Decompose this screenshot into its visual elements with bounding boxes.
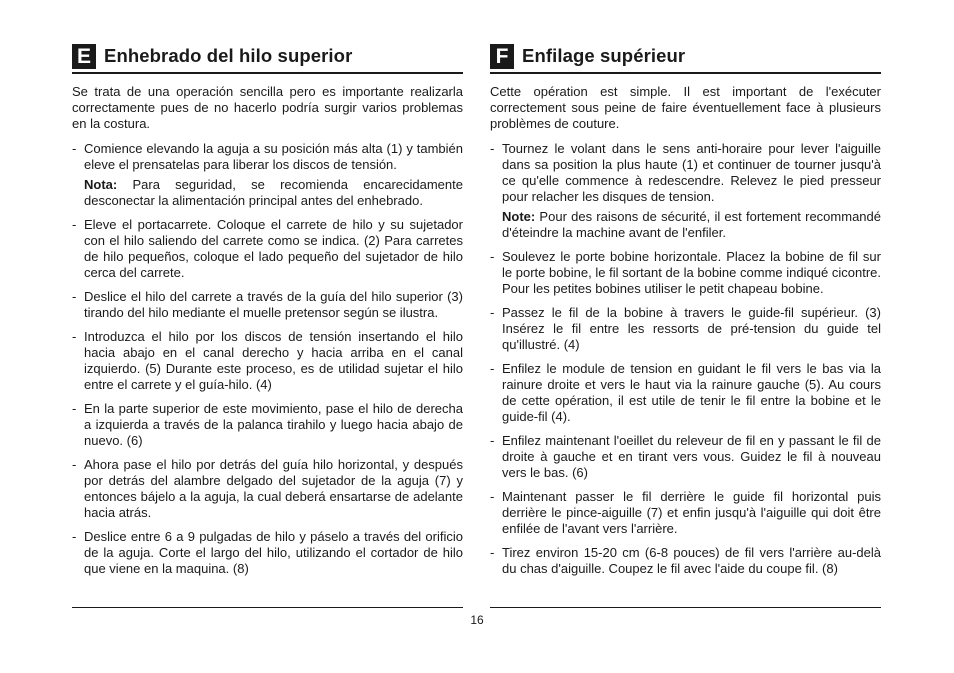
list-item-text: Tirez environ 15-20 cm (6-8 pouces) de fil vers l'arrière au-delà du chas d'aiguille. Coupez le fil avec l'aide du coupe fil. (8): [502, 545, 881, 576]
list-item: [490, 361, 881, 425]
safety-note: [84, 177, 463, 209]
section-title: Enhebrado del hilo superior: [104, 45, 353, 66]
list-item-text: Tournez le volant dans le sens anti-horaire pour lever l'aiguille dans sa position la plus haute (1) et continuer de tourner jusqu'à ce qu'elle commence à redescendre. Relevez le pied presseur pour relacher les disques de tension.: [502, 141, 881, 204]
note-text: Pour des raisons de sécurité, il est fortement recommandé d'éteindre la machine avant de l'enfiler.: [502, 209, 881, 240]
list-dash: -: [72, 217, 77, 232]
list-dash: -: [72, 289, 77, 304]
section-spanish: [72, 42, 463, 585]
list-item: [72, 329, 463, 393]
list-dash: -: [72, 141, 77, 156]
list-item: [72, 529, 463, 577]
list-item: [72, 457, 463, 521]
language-badge: E: [72, 44, 96, 69]
list-item: [72, 289, 463, 321]
note-text: Para seguridad, se recomienda encarecidamente desconectar la alimentación principal antes del enhebrado.: [84, 177, 463, 208]
list-item-text: Maintenant passer le fil derrière le guide fil horizontal puis derrière le pince-aiguille (7) et enfin jusqu'à l'aiguille qui doit être enfilée de l'avant vers l'arrière.: [502, 489, 881, 536]
section-title: Enfilage supérieur: [522, 45, 686, 66]
list-item: [490, 305, 881, 353]
header-rule: [72, 72, 463, 74]
note-label: Note:: [502, 209, 536, 224]
list-item-text: Enfilez maintenant l'oeillet du releveur de fil en y passant le fil de droite à gauche et en tirant vers vous. Guidez le fil à nouveau vers le bas. (6): [502, 433, 881, 480]
list-item-text: Introduzca el hilo por los discos de tensión insertando el hilo hacia abajo en el canal derecho y hacia arriba en el canal izquierdo. (5) Durante este proceso, es de utilidad sujetar el hilo entre el carrete y el guía-hilo. (4): [84, 329, 463, 392]
list-item: [72, 217, 463, 281]
note-label: Nota:: [84, 177, 118, 192]
list-item: [72, 141, 463, 209]
intro-paragraph: Se trata de una operación sencilla pero es importante realizarla correctamente pues de no hacerlo podría surgir varios problemas en la costura.: [72, 84, 463, 131]
list-item: [72, 401, 463, 449]
list-item-text: Deslice el hilo del carrete a través de la guía del hilo superior (3) tirando del hilo mediante el muelle pretensor según se ilustra.: [84, 289, 463, 320]
list-item: [490, 545, 881, 577]
section-header: [72, 42, 463, 70]
list-item-text: Deslice entre 6 a 9 pulgadas de hilo y páselo a través del orificio de la aguja. Corte el largo del hilo, utilizando el cortador de hilo que viene en la maquina. (8): [84, 529, 463, 576]
safety-note: [502, 209, 881, 241]
list-item-text: Eleve el portacarrete. Coloque el carrete de hilo y su sujetador con el hilo saliendo del carrete como se indica. (2) Para carretes de hilo pequeños, coloque el lado pequeño del sujetador de hilo cerca del carrete.: [84, 217, 463, 280]
section-header: [490, 42, 881, 70]
intro-paragraph: Cette opération est simple. Il est important de l'exécuter correctement sous peine de faire éventuellement face à plusieurs problèmes de couture.: [490, 84, 881, 131]
header-rule: [490, 72, 881, 74]
list-item: [490, 433, 881, 481]
list-item-text: En la parte superior de este movimiento, pase el hilo de derecha a izquierda a través de la palanca tirahilo y luego hacia abajo de nuevo. (6): [84, 401, 463, 448]
instruction-list: [490, 141, 881, 577]
list-item: [490, 489, 881, 537]
section-french: [490, 42, 881, 585]
list-dash: -: [490, 433, 495, 448]
list-dash: -: [72, 401, 77, 416]
list-item-text: Enfilez le module de tension en guidant le fil vers le bas via la rainure droite et vers le haut via la rainure gauche (5). Au cours de cette opération, il est utile de tenir le fil entre la bobine et le guide-fil (4).: [502, 361, 881, 424]
list-item-text: Comience elevando la aguja a su posición más alta (1) y también eleve el prensatelas para liberar los discos de tensión.: [84, 141, 463, 172]
list-dash: -: [72, 329, 77, 344]
list-dash: -: [72, 529, 77, 544]
list-item: [490, 249, 881, 297]
instruction-list: [72, 141, 463, 577]
footer-rule-left: [72, 607, 463, 608]
list-item-text: Soulevez le porte bobine horizontale. Placez la bobine de fil sur le porte bobine, le fil sortant de la bobine comme indiqué cicontre. Pour les petites bobines utiliser le petit chapeau bobine.: [502, 249, 881, 296]
list-item-text: Ahora pase el hilo por detrás del guía hilo horizontal, y después por detrás del alambre delgado del sujetador de la aguja (7) y entonces bájelo a la aguja, la cual deberá ensartarse de adelante hacia atrás.: [84, 457, 463, 520]
list-dash: -: [490, 545, 495, 560]
footer-rule-right: [490, 607, 881, 608]
list-dash: -: [72, 457, 77, 472]
page-number: 16: [470, 613, 484, 627]
list-dash: -: [490, 141, 495, 156]
language-badge: F: [490, 44, 514, 69]
list-dash: -: [490, 361, 495, 376]
list-item-text: Passez le fil de la bobine à travers le guide-fil supérieur. (3) Insérez le fil entre les ressorts de pré-tension du guide tel qu'illustré. (4): [502, 305, 881, 352]
list-dash: -: [490, 489, 495, 504]
list-dash: -: [490, 305, 495, 320]
list-item: [490, 141, 881, 241]
list-dash: -: [490, 249, 495, 264]
